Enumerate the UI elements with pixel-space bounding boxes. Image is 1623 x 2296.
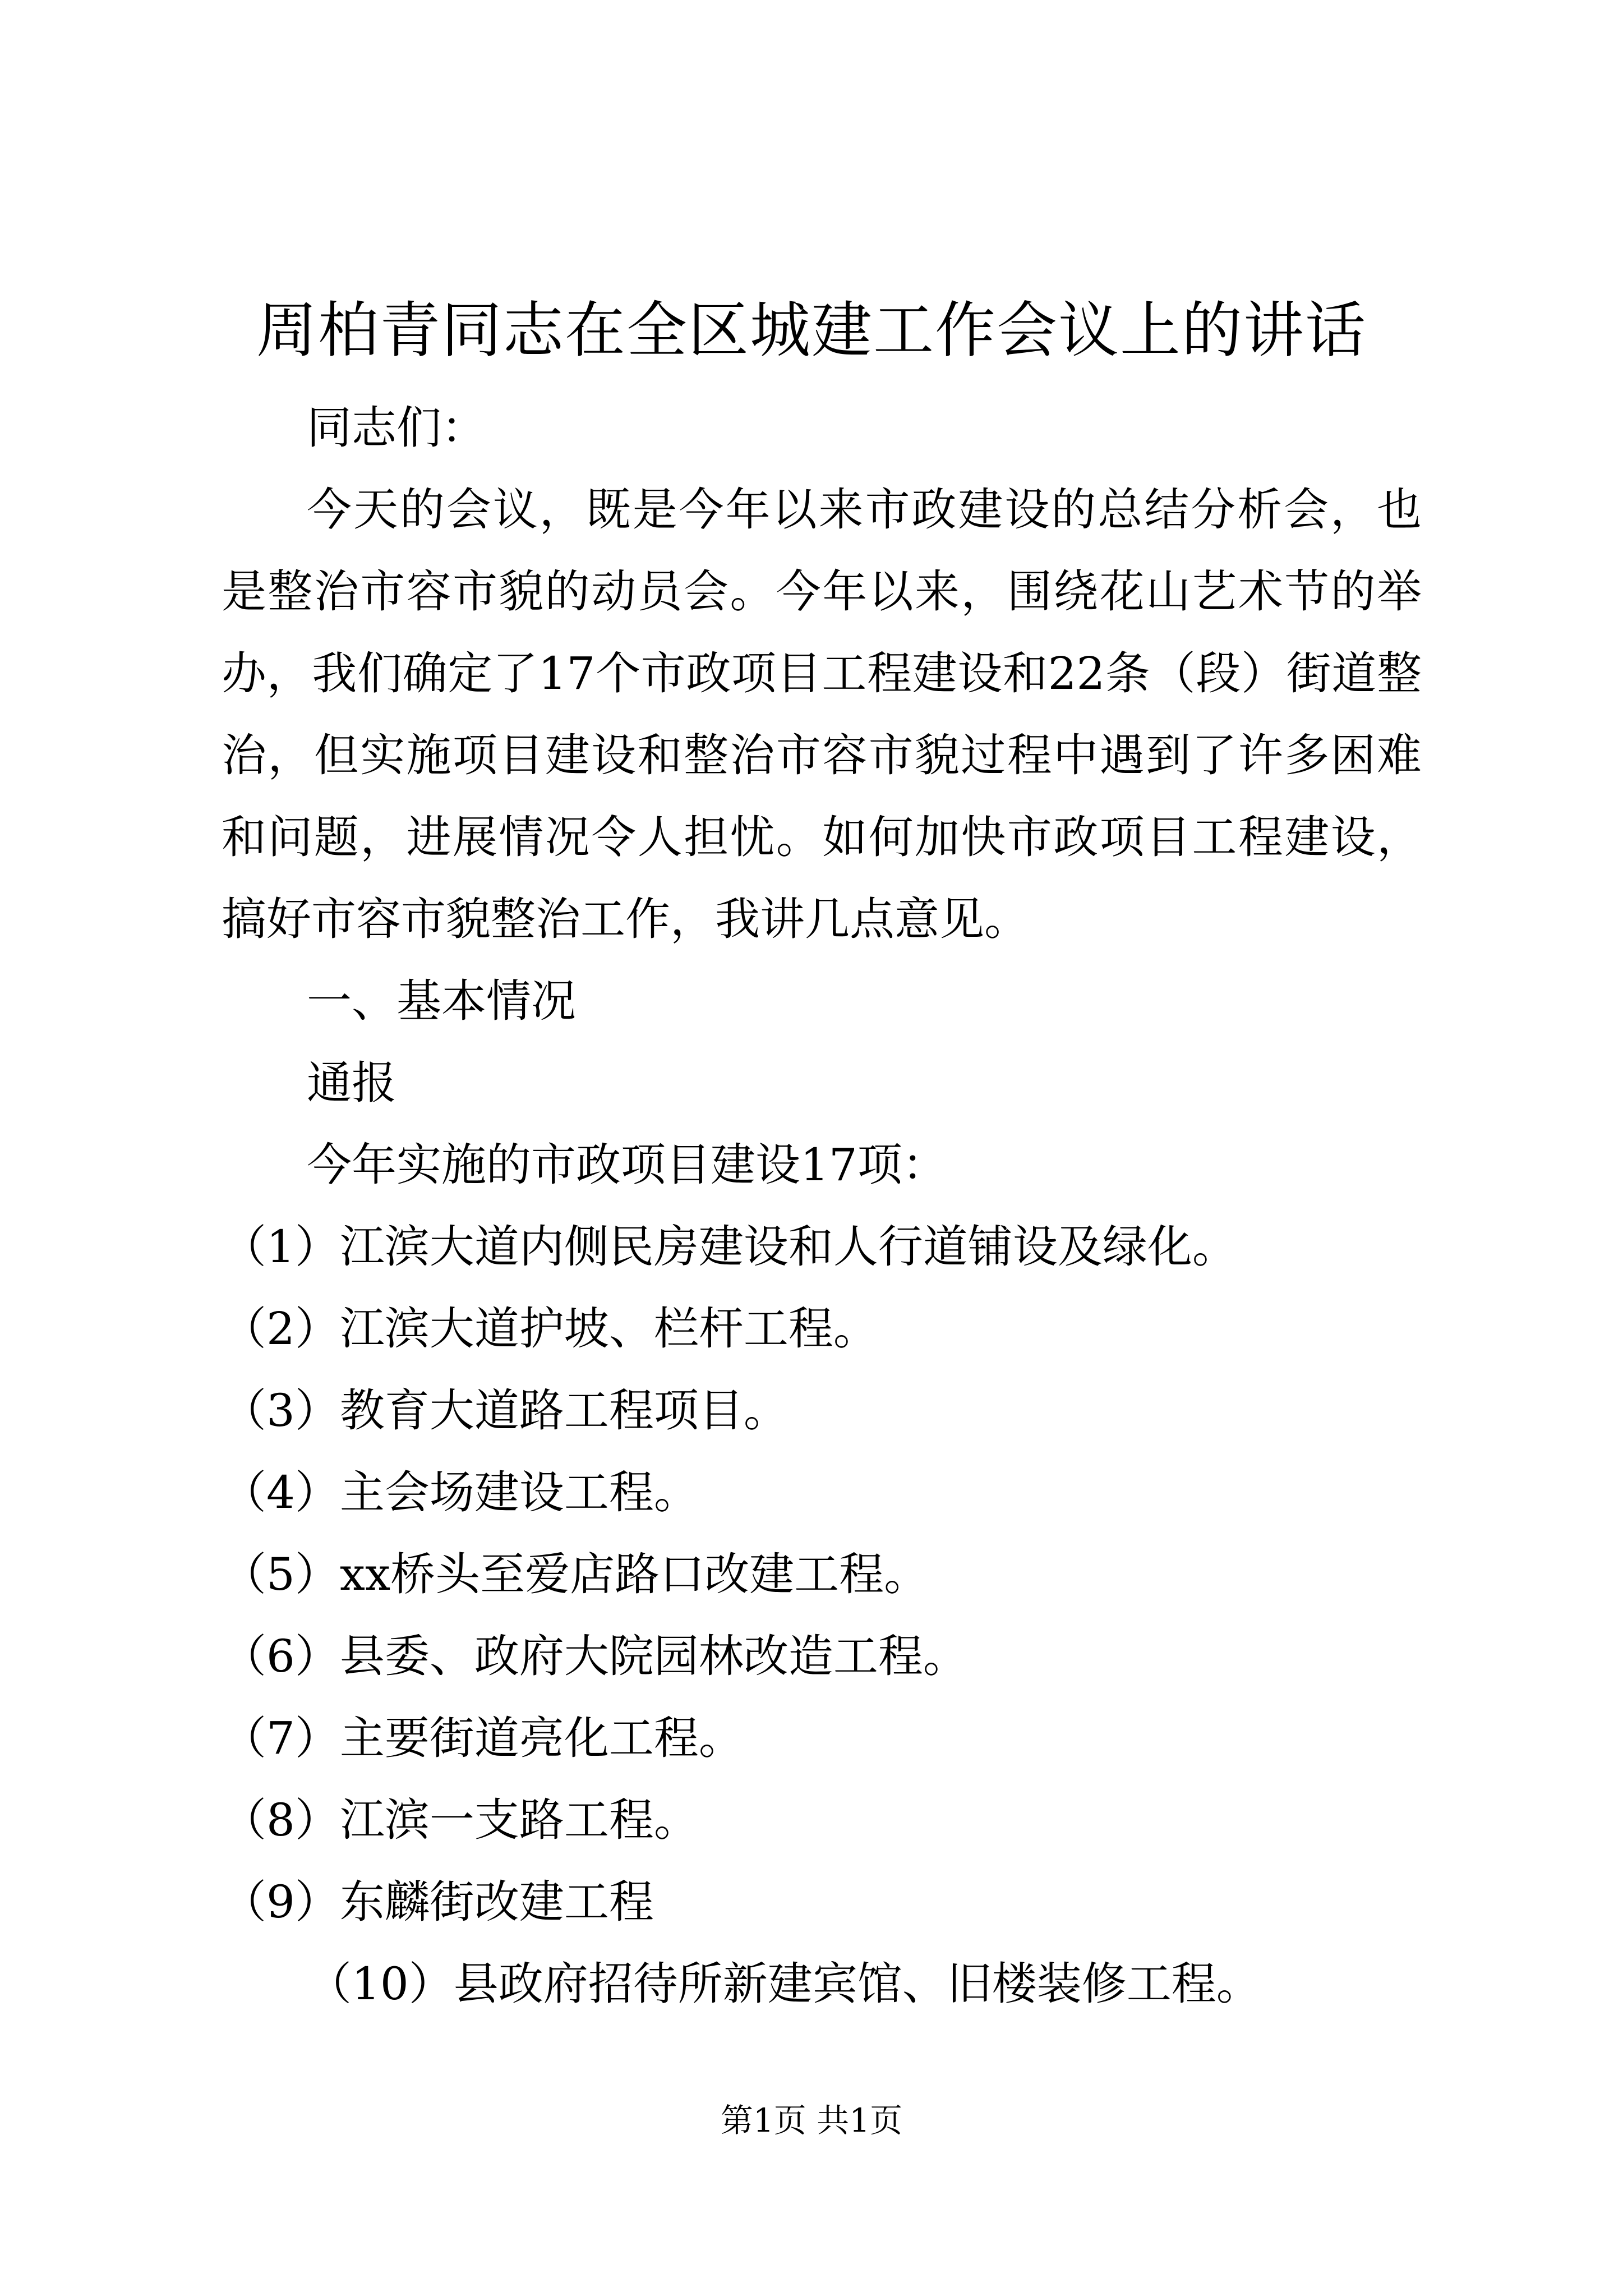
list-item: （10）县政府招待所新建宾馆、旧楼装修工程。 — [307, 1958, 1261, 2010]
list-intro: 今年实施的市政项目建设17项： — [307, 1139, 947, 1191]
page-footer: 第1页 共1页 — [720, 2101, 903, 2139]
list-item: （9）东麟街改建工程 — [222, 1876, 654, 1928]
list-item: （3）教育大道路工程项目。 — [222, 1384, 789, 1437]
list-item: （6）县委、政府大院园林改造工程。 — [222, 1630, 968, 1682]
subheading: 通报 — [307, 1057, 396, 1109]
salutation: 同志们： — [307, 402, 486, 454]
section-heading: 一、基本情况 — [307, 975, 576, 1027]
list-item: （7）主要街道亮化工程。 — [222, 1712, 744, 1764]
intro-paragraph: 今天的会议，既是今年以来市政建设的总结分析会，也是整治市容市貌的动员会。今年以来，围绕花山艺术节的举办，我们确定了17个市政项目工程建设和22条（段）街道整治，但实施项目建设和整治市容市貌过程中遇到了许多困难和问题，进展情况令人担忧。如何加快市政项目工程建设，搞好市容市貌整治工作，我讲几点意见。 — [222, 484, 1422, 945]
list-item: （1）江滨大道内侧民房建设和人行道铺设及绿化。 — [222, 1221, 1237, 1273]
list-item: （2）江滨大道护坡、栏杆工程。 — [222, 1303, 878, 1355]
list-item: （5）xx桥头至爱店路口改建工程。 — [222, 1548, 929, 1600]
list-item: （4）主会场建设工程。 — [222, 1466, 699, 1519]
list-item: （8）江滨一支路工程。 — [222, 1794, 699, 1846]
document-body — [222, 387, 1422, 2025]
document-title: 周柏青同志在全区城建工作会议上的讲话 — [256, 296, 1367, 366]
project-list — [222, 1206, 1422, 2025]
